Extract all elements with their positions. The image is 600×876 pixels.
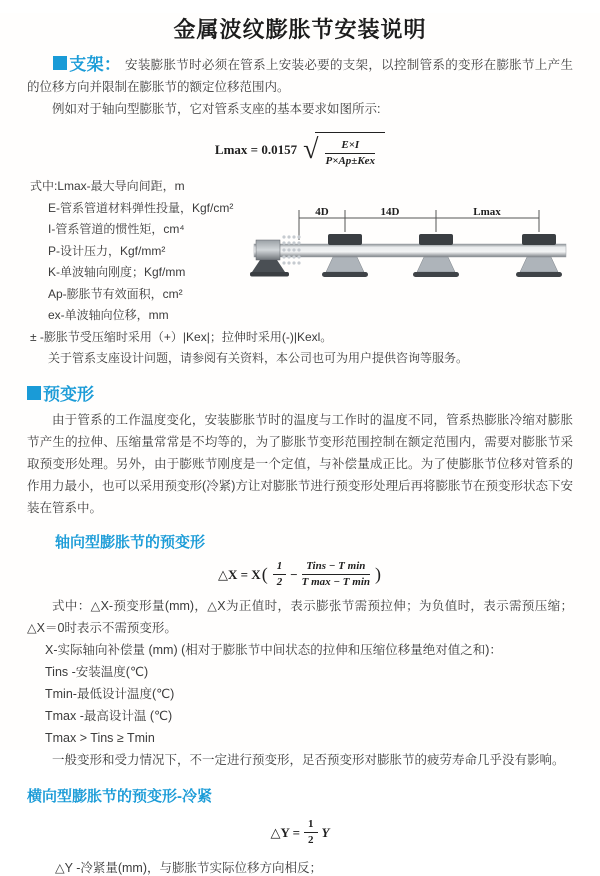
- axial-predeform-heading: 轴向型膨胀节的预变形: [55, 533, 206, 551]
- definition-item: ex-单波轴向位移，mm: [48, 308, 169, 323]
- blue-square-icon: [53, 56, 67, 70]
- support-section-heading: 支架：: [69, 55, 122, 74]
- open-paren: (: [261, 564, 268, 585]
- definition-item: 式中:Lmax-最大导向间距，m: [30, 179, 185, 194]
- lmax-formula-lhs: Lmax = 0.0157: [214, 142, 298, 158]
- definition-item: E-管系管道材料弹性投量，Kgf/cm²: [48, 200, 234, 215]
- lateral-predeform-formula: [0, 818, 600, 847]
- frac-numerator: Tins − T min: [302, 560, 370, 575]
- lateral-formula-lhs: △Y =: [270, 824, 301, 840]
- lmax-formula: [0, 132, 600, 168]
- frac-denominator: 2: [276, 576, 283, 589]
- frac-numerator: 1: [304, 818, 318, 833]
- frac-denominator: T max − T min: [301, 576, 370, 589]
- parameter-line: Tmin-最低设计温度(℃): [45, 687, 175, 702]
- lateral-explain: △Y -冷紧量(mm)，与膨胀节实际位移方向相反；: [55, 860, 323, 875]
- support-section-intro: [27, 54, 573, 98]
- sqrt-sign: √: [303, 134, 319, 166]
- frac-denominator: 2: [308, 834, 314, 847]
- close-paren: ): [375, 564, 381, 585]
- pipe: [254, 244, 566, 257]
- axial-explain: 式中：△X-预变形量(mm)，△X为正值时，表示膨张节需预拉伸；为负值时，表示需预压缩；△X＝0时表示不需预变形。: [27, 599, 573, 636]
- dim-label-4d: 4D: [315, 206, 329, 218]
- axial-formula-lhs: △X = X: [218, 566, 261, 582]
- definition-item: I-管系管道的惯性矩，cm⁴: [48, 222, 185, 237]
- document-page: [0, 13, 600, 875]
- lmax-frac-numerator: E×I: [325, 139, 375, 154]
- axial-parameter-lines: [45, 639, 573, 749]
- lateral-predeform-heading: 横向型膨胀节的预变形-冷紧: [27, 788, 212, 806]
- definition-item: Ap-膨胀节有效面积，cm²: [48, 286, 183, 301]
- pipe-support-diagram: [250, 206, 595, 306]
- definition-item: K-单波轴向刚度；Kgf/mm: [48, 265, 186, 280]
- frac-numerator: 1: [273, 560, 287, 575]
- half-fraction: [273, 560, 287, 589]
- parameter-line: Tmax > Tins ≥ Tmin: [45, 731, 155, 746]
- page-title: 金属波纹膨胀节安装说明: [173, 17, 427, 42]
- lmax-fraction: [325, 139, 375, 168]
- predeform-section-heading: 预变形: [43, 384, 94, 404]
- parameter-line: X-实际轴向补偿量 (mm) (相对于膨胀节中间状态的拉伸和压缩位移量绝对值之和)：: [45, 643, 502, 658]
- support-intro-text: 安装膨胀节时必须在管系上安装必要的支架，以控制管系的变形在膨胀节上产生的位移方向并限制在膨胀节的额定位移范围内。: [27, 58, 573, 94]
- definition-item: P-设计压力，Kgf/mm²: [48, 243, 166, 258]
- parameter-line: Tmax -最高设计温 (℃): [45, 709, 173, 724]
- sqrt-radicand: [315, 132, 385, 168]
- minus-operator: −: [290, 566, 298, 582]
- predeform-body: 由于管系的工作温度变化，安装膨胀节时的温度与工作时的温度不同，管系热膨胀冷缩对膨胀节产生的拉伸、压缩量常常是不均等的，为了膨胀节变形范围控制在额定范围内，需要对膨胀节采取预变形处理。另外，由于膨账节刚度是一个定值，与补偿量成正比。为了使膨胀节位移对管系的作用力最小，也可以采用预变形(冷紧)方让对膨胀节进行预变形处理后再将膨胀节在预变形状态下安装在管系中。: [27, 412, 573, 515]
- parameter-line: Tins -安装温度(℃): [45, 665, 149, 680]
- axial-predeform-formula: [0, 560, 600, 589]
- axial-closing: 一般变形和受力情况下，不一定进行预变形，足否预变形对膨胀节的疲劳寿命几乎没有影响。: [52, 753, 565, 768]
- lateral-formula-rhs: Y: [321, 824, 330, 840]
- predeform-heading-row: [27, 384, 573, 406]
- lmax-frac-denominator: P×Ap±Kex: [325, 155, 376, 168]
- support-note: 关于管系支座设计问题，请参阅有关资料，本公司也可为用户提供咨询等服务。: [48, 351, 469, 366]
- definition-item: ± -膨胀节受压缩时采用（+）|Kex|；拉伸时采用(-)|Kexl。: [30, 329, 333, 344]
- blue-square-icon: [27, 386, 41, 400]
- support-example-line: 例如对于轴向型膨胀节，它对管系支座的基本要求如图所示:: [52, 102, 381, 116]
- dim-label-lmax: Lmax: [473, 206, 501, 218]
- dim-label-14d: 14D: [380, 206, 400, 218]
- half-fraction: [304, 818, 318, 847]
- temperature-fraction: [302, 560, 370, 589]
